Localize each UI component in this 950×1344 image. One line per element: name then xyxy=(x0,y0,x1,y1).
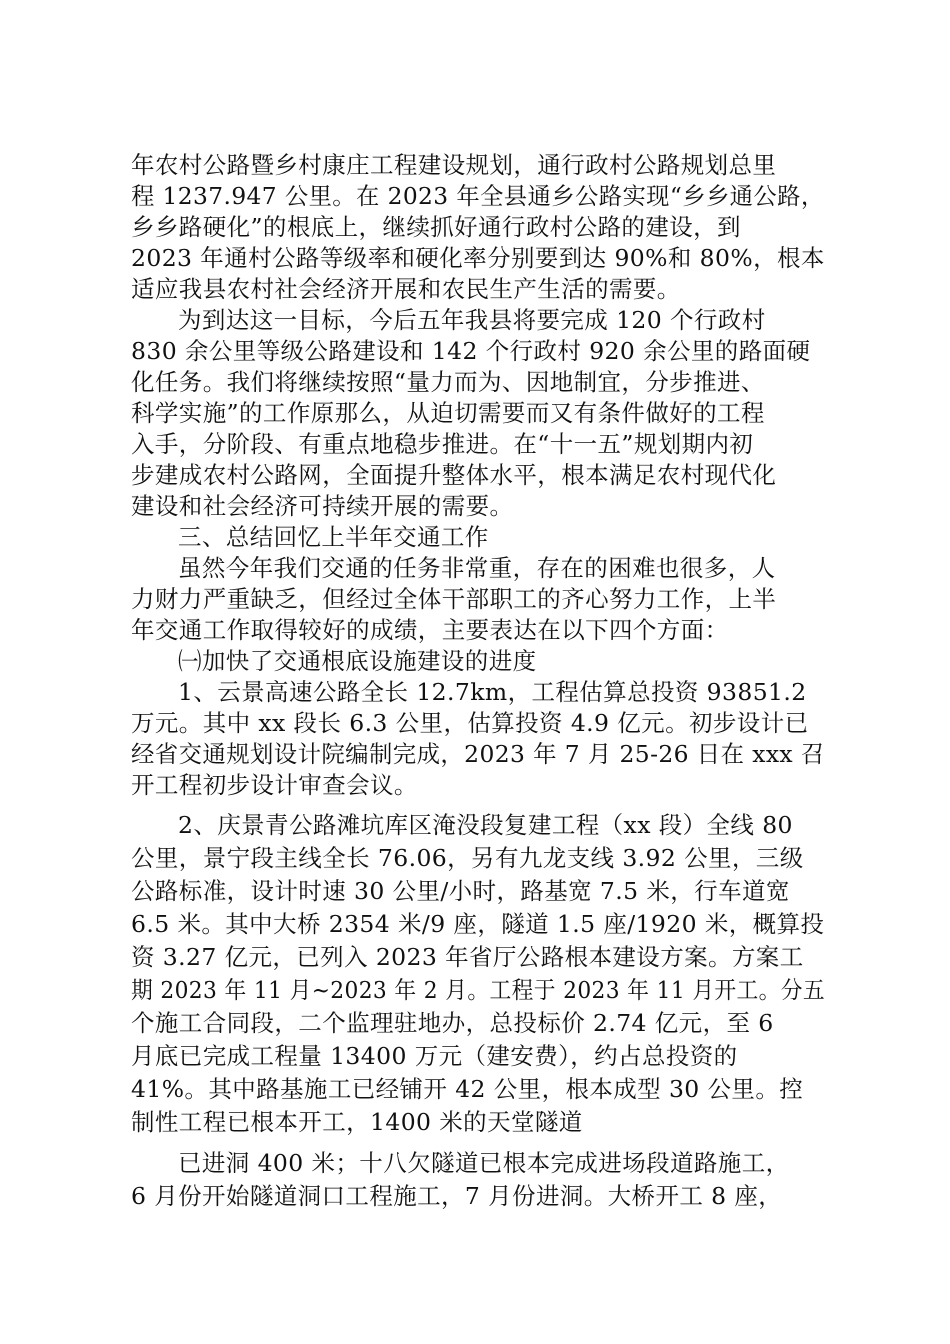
text-line: 化任务。我们将继续按照“量力而为、因地制宜，分步推进、 xyxy=(131,368,765,396)
text-line: 入手，分阶段、有重点地稳步推进。在“十一五”规划期内初 xyxy=(131,430,754,458)
text-line: 万元。其中 xx 段长 6.3 公里，估算投资 4.9 亿元。初步设计已 xyxy=(131,709,809,737)
text-line: 月底已完成工程量 13400 万元（建安费），约占总投资的 xyxy=(131,1042,738,1070)
text-line: 期 2023 年 11 月~2023 年 2 月。工程于 2023 年 11 月开工。分五 xyxy=(131,976,826,1004)
text-line: 资 3.27 亿元，已列入 2023 年省厅公路根本建设方案。方案工 xyxy=(131,943,804,971)
text-line: 个施工合同段，二个监理驻地办，总投标价 2.74 亿元，至 6 xyxy=(131,1009,774,1037)
text-line: 公里，景宁段主线全长 76.06，另有九龙支线 3.92 公里，三级 xyxy=(131,844,804,872)
subsection-heading: ㈠加快了交通根底设施建设的进度 xyxy=(178,647,537,675)
text-line: 为到达这一目标，今后五年我县将要完成 120 个行政村 xyxy=(178,306,766,334)
text-line: 公路标准，设计时速 30 公里/小时，路基宽 7.5 米，行车道宽 xyxy=(131,877,790,905)
text-line: 经省交通规划设计院编制完成，2023 年 7 月 25-26 日在 xxx 召 xyxy=(131,740,825,768)
text-line: 科学实施”的工作原那么，从迫切需要而又有条件做好的工程 xyxy=(131,399,765,427)
text-line: 开工程初步设计审查会议。 xyxy=(131,771,418,799)
text-line: 制性工程已根本开工，1400 米的天堂隧道 xyxy=(131,1108,583,1136)
text-line: 2、庆景青公路滩坑库区淹没段复建工程（xx 段）全线 80 xyxy=(178,811,793,839)
text-line: 已进洞 400 米；十八欠隧道已根本完成进场段道路施工， xyxy=(178,1149,790,1177)
text-line: 虽然今年我们交通的任务非常重，存在的困难也很多，人 xyxy=(178,554,776,582)
text-line: 6 月份开始隧道洞口工程施工，7 月份进洞。大桥开工 8 座， xyxy=(131,1182,783,1210)
text-line: 2023 年通村公路等级率和硬化率分别要到达 90%和 80%，根本 xyxy=(131,244,825,272)
text-line: 程 1237.947 公里。在 2023 年全县通乡公路实现“乡乡通公路， xyxy=(131,182,825,210)
text-line: 1、云景高速公路全长 12.7km，工程估算总投资 93851.2 xyxy=(178,678,807,706)
text-line: 6.5 米。其中大桥 2354 米/9 座，隧道 1.5 座/1920 米，概算投 xyxy=(131,910,825,938)
text-line: 41%。其中路基施工已经铺开 42 公里，根本成型 30 公里。控 xyxy=(131,1075,804,1103)
text-line: 力财力严重缺乏，但经过全体干部职工的齐心努力工作，上半 xyxy=(131,585,777,613)
text-line: 年交通工作取得较好的成绩，主要表达在以下四个方面： xyxy=(131,616,729,644)
text-line: 年农村公路暨乡村康庄工程建设规划，通行政村公路规划总里 xyxy=(131,151,777,179)
text-line: 步建成农村公路网，全面提升整体水平，根本满足农村现代化 xyxy=(131,461,777,489)
text-line: 830 余公里等级公路建设和 142 个行政村 920 余公里的路面硬 xyxy=(131,337,811,365)
text-line: 适应我县农村社会经济开展和农民生产生活的需要。 xyxy=(131,275,681,303)
text-line: 建设和社会经济可持续开展的需要。 xyxy=(131,492,514,520)
section-heading: 三、总结回忆上半年交通工作 xyxy=(178,523,489,551)
text-line: 乡乡路硬化”的根底上，继续抓好通行政村公路的建设，到 xyxy=(131,213,741,241)
